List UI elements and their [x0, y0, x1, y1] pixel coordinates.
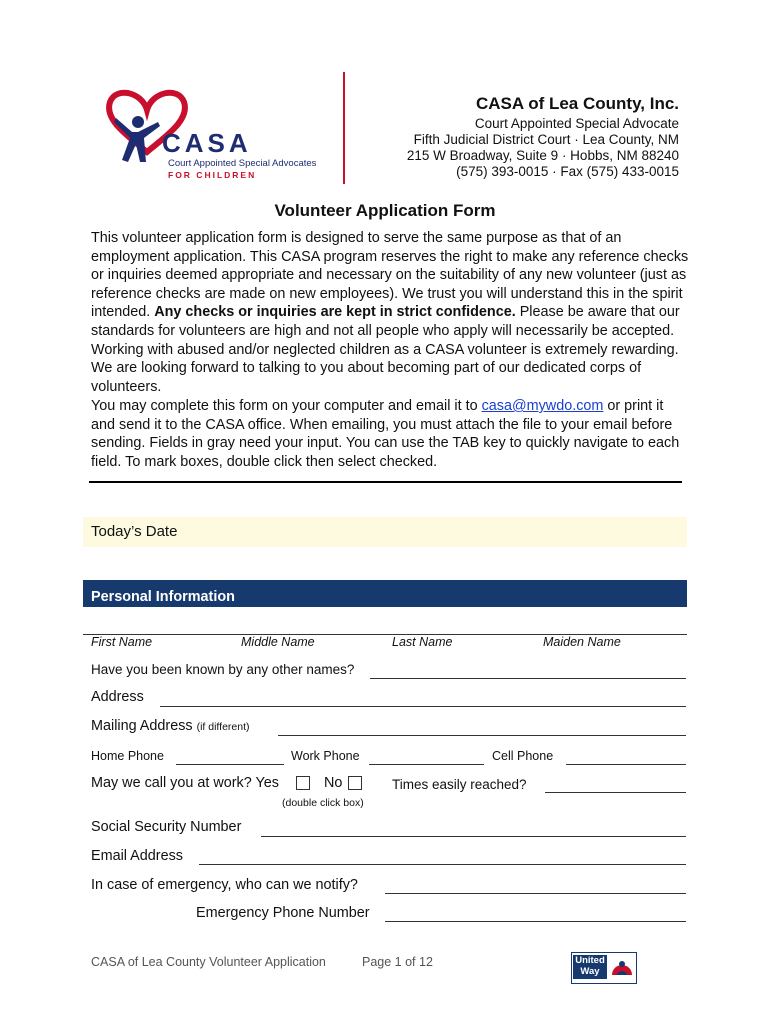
emergency-contact-label: In case of emergency, who can we notify?: [91, 877, 358, 893]
first-name-label: First Name: [91, 635, 153, 649]
org-line: 215 W Broadway, Suite 9 · Hobbs, NM 88240: [406, 148, 679, 163]
org-line: (575) 393-0015 · Fax (575) 433-0015: [456, 164, 679, 179]
address-label: Address: [91, 689, 144, 705]
emergency-phone-input[interactable]: [385, 921, 686, 922]
address-input[interactable]: [160, 706, 686, 707]
home-phone-label: Home Phone: [91, 749, 164, 763]
united-way-text: United Way: [573, 955, 607, 979]
footer-title: CASA of Lea County Volunteer Application: [91, 955, 326, 969]
united-way-hand-icon: [610, 955, 634, 979]
mailing-address-input[interactable]: [278, 735, 686, 736]
work-phone-label: Work Phone: [291, 749, 360, 763]
section-rule: [89, 481, 682, 483]
logo-wordmark: CASA: [162, 128, 252, 158]
instructions-text: You may complete this form on your computer and email it to: [91, 398, 482, 414]
org-line: Court Appointed Special Advocate: [474, 116, 679, 131]
org-line: Fifth Judicial District Court · Lea County, NM: [413, 132, 679, 147]
home-phone-input[interactable]: [176, 764, 284, 765]
logo-subtitle: Court Appointed Special Advocates: [168, 158, 317, 169]
emergency-contact-input[interactable]: [385, 893, 686, 894]
ssn-input[interactable]: [261, 836, 686, 837]
emergency-phone-label: Emergency Phone Number: [196, 905, 370, 921]
intro-bold-text: Any checks or inquiries are kept in strict confidence.: [154, 304, 516, 321]
personal-info-title: Personal Information: [91, 589, 235, 605]
cell-phone-input[interactable]: [566, 764, 686, 765]
call-at-work-yes-checkbox[interactable]: [296, 776, 310, 790]
intro-text: Please be aware that our standards for volunteers are high and not all people who apply will necessarily be accepted. Working with abused and/or neglected children as a CASA volunteer is extremely rewarding. We are looking forward to talking to you about becoming part of our dedicated corps of volunteers.: [91, 304, 680, 395]
todays-date-label: Today’s Date: [91, 523, 178, 540]
header-divider: [343, 72, 345, 184]
intro-paragraph: [91, 229, 691, 396]
instructions-text: or print it and send it to the CASA office. When emailing, you must attach the file to your email before sending. Fields in gray need your input. You can use the TAB key to quickly navigate to each field. To mark boxes, double click then select checked.: [91, 398, 680, 470]
instructions-paragraph: [91, 397, 691, 471]
mailing-address-text: Mailing Address: [91, 718, 193, 734]
last-name-label: Last Name: [392, 635, 453, 649]
email-address-input[interactable]: [199, 864, 686, 865]
logo-for-children: FOR CHILDREN: [168, 170, 257, 180]
other-names-input[interactable]: [370, 678, 686, 679]
mailing-address-label: [91, 718, 250, 734]
times-reached-input[interactable]: [545, 792, 686, 793]
cell-phone-label: Cell Phone: [492, 749, 554, 763]
email-address-label: Email Address: [91, 848, 183, 864]
page-number: Page 1 of 12: [362, 955, 433, 969]
other-names-label: Have you been known by any other names?: [91, 662, 355, 677]
call-at-work-no-label: No: [324, 775, 343, 791]
org-name: CASA of Lea County, Inc.: [475, 94, 679, 113]
email-link[interactable]: casa@mywdo.com: [481, 398, 604, 414]
form-title: Volunteer Application Form: [274, 201, 496, 220]
call-at-work-label: May we call you at work? Yes: [91, 775, 279, 791]
ssn-label: Social Security Number: [91, 819, 242, 835]
mailing-address-hint: (if different): [196, 721, 250, 733]
work-phone-input[interactable]: [369, 764, 484, 765]
double-click-hint: (double click box): [282, 797, 364, 809]
middle-name-label: Middle Name: [241, 635, 315, 649]
maiden-name-label: Maiden Name: [543, 635, 621, 649]
times-reached-label: Times easily reached?: [392, 777, 527, 792]
call-at-work-no-checkbox[interactable]: [348, 776, 362, 790]
intro-text: This volunteer application form is designed to serve the same purpose as that of an employment application. This CASA program reserves the right to make any reference checks or inquiries deemed appropriate and necessary on the suitability of any new volunteer (just as reference checks are made on new employees). We trust you will understand this in the spirit intended.: [91, 230, 689, 321]
